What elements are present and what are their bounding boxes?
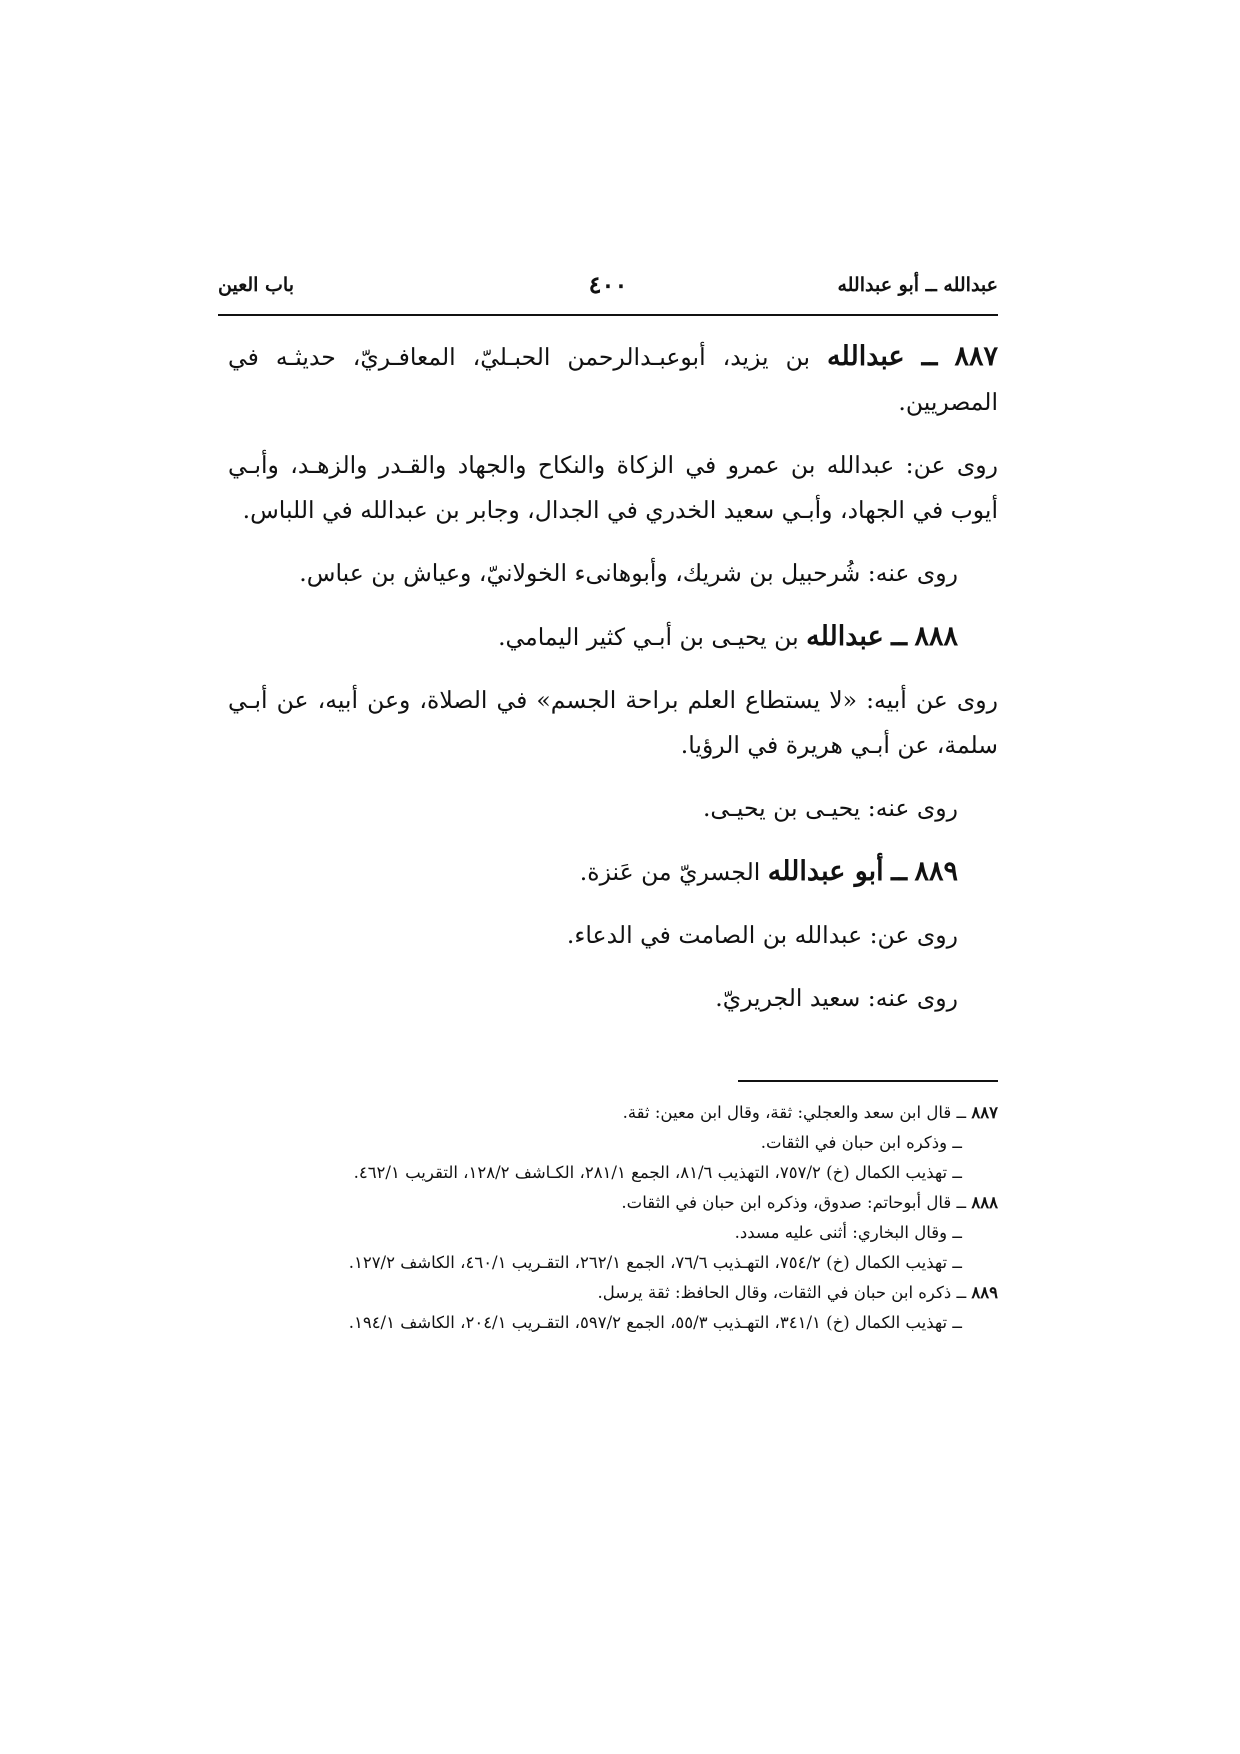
entry-dash: ــ xyxy=(891,621,907,652)
footnotes xyxy=(228,1098,998,1338)
footnote-line xyxy=(228,1098,998,1128)
entry-name: عبدالله xyxy=(827,341,905,372)
entry-dash: ــ xyxy=(891,856,907,887)
entry-888-narrated-by: روى عنه: يحيـى بن يحيـى. xyxy=(702,794,958,822)
entry-number: ٨٨٩ xyxy=(914,856,958,887)
entry-889-heading xyxy=(228,849,998,895)
entry-887-heading xyxy=(228,334,998,425)
footnote-line: ــ تهذيب الكمال (خ) ٣٤١/١، التهـذيب ٥٥/٣، الجمع ٥٩٧/٢، التقـريب ٢٠٤/١، الكاشف ١٩٤/١. xyxy=(348,1313,962,1332)
entry-889-narrated-by: روى عنه: سعيد الجريريّ. xyxy=(715,984,958,1012)
entry-888-narrated-from: روى عن أبيه: «لا يستطاع العلم براحة الجسم» في الصلاة، وعن أبيه، عن أبـي سلمة، عن أبـي هريرة في الرؤيا. xyxy=(228,686,998,759)
entry-887-narrated-by: روى عنه: شُرحبيل بن شريك، وأبوهانىء الخولانيّ، وعياش بن عباس. xyxy=(299,559,958,587)
footnote-number: ٨٨٧ xyxy=(971,1103,998,1122)
entry-text: بن يحيـى بن أبـي كثير اليمامي. xyxy=(498,623,799,651)
entry-887-narrated-from: روى عن: عبدالله بن عمرو في الزكاة والنكاح والجهاد والقـدر والزهـد، وأبـي أيوب في الجهاد، وأبـي سعيد الخدري في الجدال، وجابر بن عبدالله في اللباس. xyxy=(228,451,998,524)
footnote-line xyxy=(228,1188,998,1218)
header-rule xyxy=(218,314,998,316)
running-header xyxy=(218,266,998,306)
main-text xyxy=(228,334,998,1039)
footnote-text: ــ ذكره ابن حبان في الثقات، وقال الحافظ: ثقة يرسل. xyxy=(597,1283,967,1302)
header-section-title: عبدالله ــ أبو عبدالله xyxy=(837,274,998,296)
entry-889-narrated-from: روى عن: عبدالله بن الصامت في الدعاء. xyxy=(566,921,958,949)
footnote-line: ــ تهذيب الكمال (خ) ٧٥٧/٢، التهذيب ٨١/٦، الجمع ٢٨١/١، الكـاشف ١٢٨/٢، التقريب ٤٦٢/١. xyxy=(353,1163,962,1182)
entry-number: ٨٨٨ xyxy=(914,621,958,652)
footnote-line: ــ وقال البخاري: أثنى عليه مسدد. xyxy=(734,1223,962,1242)
header-chapter-title: باب العين xyxy=(218,274,295,296)
entry-text: بن يزيد، أبوعبـدالرحمن الحبـليّ، المعافـريّ، حديثـه في المصريين. xyxy=(228,343,998,416)
footnote-number: ٨٨٨ xyxy=(971,1193,998,1212)
entry-number: ٨٨٧ xyxy=(954,341,998,372)
entry-888-heading xyxy=(228,614,998,660)
entry-dash: ــ xyxy=(921,341,938,372)
entry-text: الجسريّ من عَنزة. xyxy=(579,858,761,886)
entry-name: عبدالله xyxy=(806,621,884,652)
page-number: ٤٠٠ xyxy=(588,270,628,299)
footnote-number: ٨٨٩ xyxy=(971,1283,998,1302)
footnote-line: ــ وذكره ابن حبان في الثقات. xyxy=(760,1133,962,1152)
footnote-text: ــ قال ابن سعد والعجلي: ثقة، وقال ابن معين: ثقة. xyxy=(622,1103,967,1122)
footnote-line xyxy=(228,1278,998,1308)
entry-name: أبو عبدالله xyxy=(767,856,884,887)
footnote-line: ــ تهذيب الكمال (خ) ٧٥٤/٢، التهـذيب ٧٦/٦، الجمع ٢٦٢/١، التقـريب ٤٦٠/١، الكاشف ١٢٧/٢. xyxy=(348,1253,962,1272)
footnote-text: ــ قال أبوحاتم: صدوق، وذكره ابن حبان في الثقات. xyxy=(621,1193,967,1212)
footnote-rule xyxy=(738,1080,998,1082)
